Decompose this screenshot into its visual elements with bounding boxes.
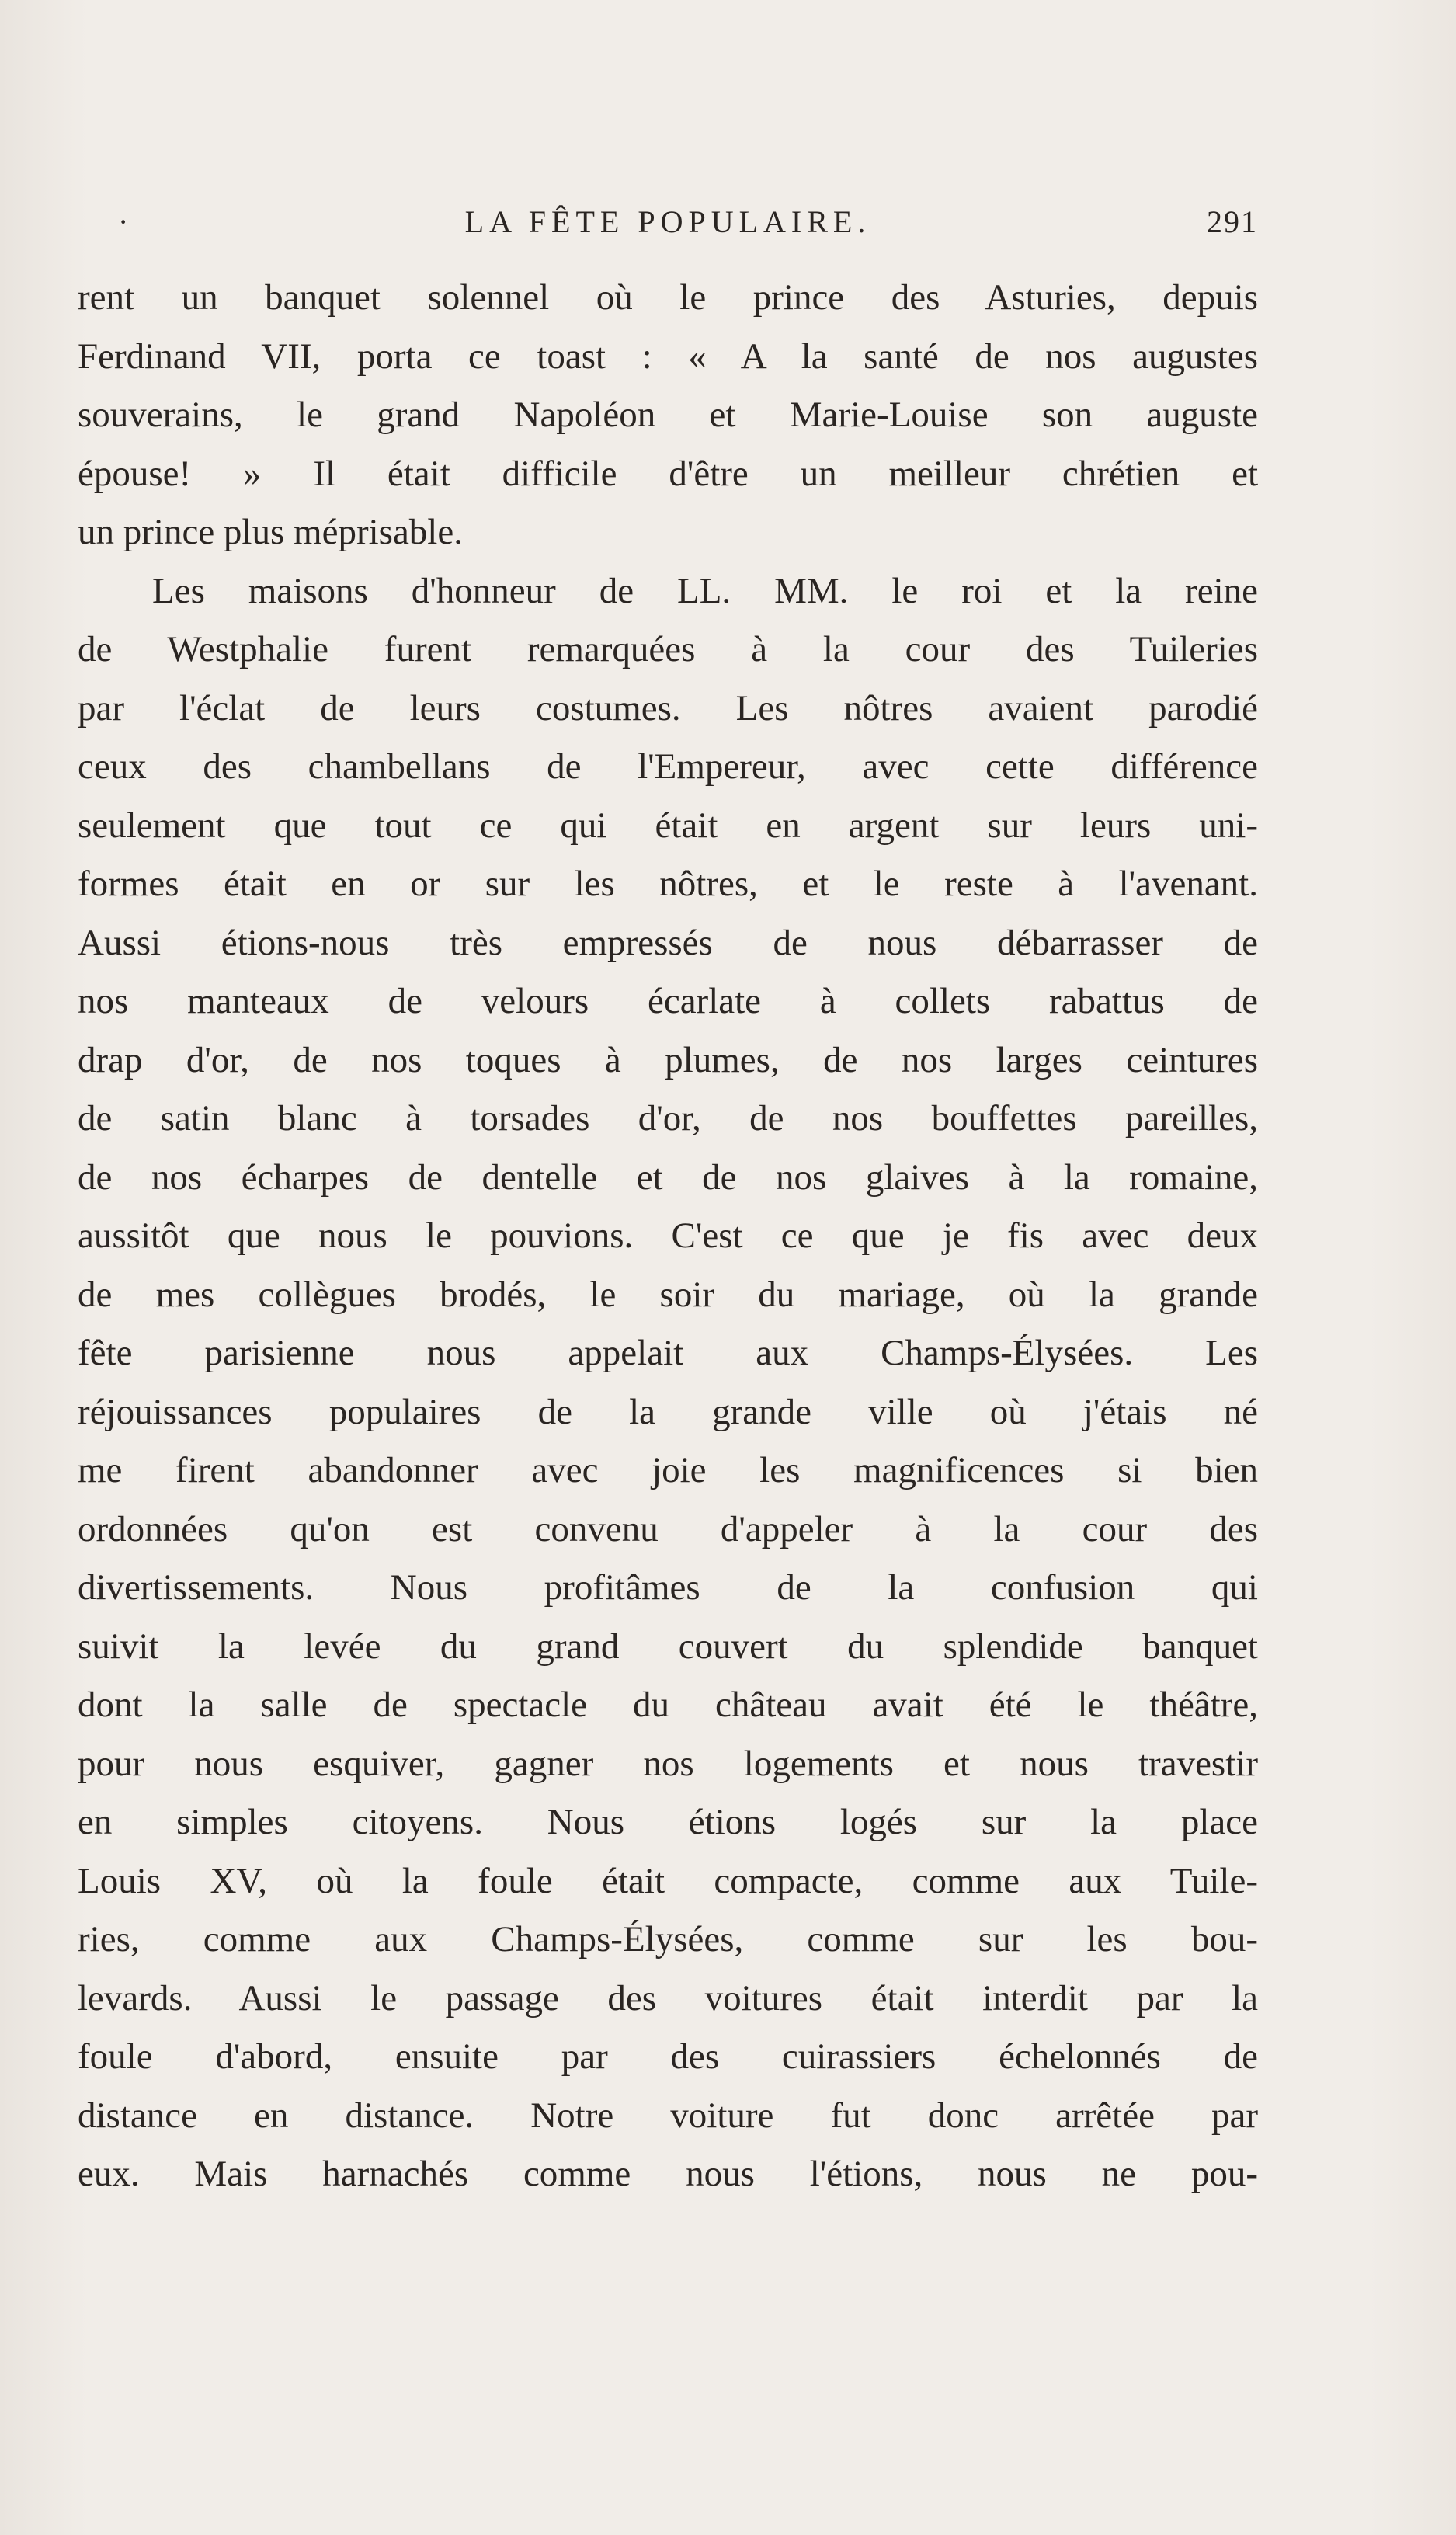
text-line-paragraph-start: Les maisons d'honneur de LL. MM. le roi et la reine — [152, 570, 1258, 611]
text-line: divertissements. Nous profitâmes de la confusion qui — [78, 1567, 1258, 1608]
text-line: ries, comme aux Champs-Élysées, comme sur les bou- — [78, 1919, 1258, 1959]
text-line: distance en distance. Notre voiture fut donc arrêtée par — [78, 2095, 1258, 2136]
text-line: réjouissances populaires de la grande ville où j'étais né — [78, 1391, 1258, 1432]
running-header — [78, 203, 1258, 250]
header-dot: · — [118, 204, 133, 239]
text-line: Louis XV, où la foule était compacte, comme aux Tuile- — [78, 1860, 1258, 1901]
text-line: de nos écharpes de dentelle et de nos glaives à la romaine, — [78, 1156, 1258, 1198]
text-line: Aussi étions-nous très empressés de nous débarrasser de — [78, 922, 1258, 963]
text-line: eux. Mais harnachés comme nous l'étions, nous ne pou- — [78, 2154, 1258, 2194]
text-line: nos manteaux de velours écarlate à collets rabattus de — [78, 981, 1258, 1021]
text-line: foule d'abord, ensuite par des cuirassiers échelonnés de — [78, 2036, 1258, 2077]
text-line: formes était en or sur les nôtres, et le reste à l'avenant. — [78, 864, 1258, 904]
text-line: ceux des chambellans de l'Empereur, avec cette différence — [78, 746, 1258, 787]
page-number: 291 — [1207, 204, 1258, 239]
text-line: ordonnées qu'on est convenu d'appeler à la cour des — [78, 1508, 1258, 1549]
text-line-paragraph-end: un prince plus méprisable. — [78, 512, 463, 552]
text-line: seulement que tout ce qui était en argent sur leurs uni- — [78, 805, 1258, 846]
text-line: drap d'or, de nos toques à plumes, de nos larges ceintures — [78, 1039, 1258, 1080]
text-line: fête parisienne nous appelait aux Champs-Élysées. Les — [78, 1333, 1258, 1373]
text-line: aussitôt que nous le pouvions. C'est ce que je fis avec deux — [78, 1215, 1258, 1256]
text-line: épouse! » Il était difficile d'être un meilleur chrétien et — [78, 453, 1258, 494]
text-line: souverains, le grand Napoléon et Marie-Louise son auguste — [78, 395, 1258, 435]
text-line: de mes collègues brodés, le soir du mariage, où la grande — [78, 1274, 1258, 1315]
text-line: me firent abandonner avec joie les magnificences si bien — [78, 1450, 1258, 1490]
text-line: dont la salle de spectacle du château avait été le théâtre, — [78, 1685, 1258, 1725]
running-title: LA FÊTE POPULAIRE. — [464, 204, 871, 239]
body-text — [78, 269, 1258, 2204]
text-line: de satin blanc à torsades d'or, de nos bouffettes pareilles, — [78, 1098, 1258, 1139]
text-line: levards. Aussi le passage des voitures était interdit par la — [78, 1977, 1258, 2019]
text-line: pour nous esquiver, gagner nos logements et nous travestir — [78, 1743, 1258, 1784]
text-line: rent un banquet solennel où le prince des Asturies, depuis — [78, 277, 1258, 318]
text-line: Ferdinand VII, porta ce toast : « A la santé de nos augustes — [78, 336, 1258, 377]
text-line: par l'éclat de leurs costumes. Les nôtres avaient parodié — [78, 687, 1258, 729]
text-line: en simples citoyens. Nous étions logés sur la place — [78, 1802, 1258, 1842]
text-line: suivit la levée du grand couvert du splendide banquet — [78, 1626, 1258, 1667]
text-line: de Westphalie furent remarquées à la cour des Tuileries — [78, 629, 1258, 669]
